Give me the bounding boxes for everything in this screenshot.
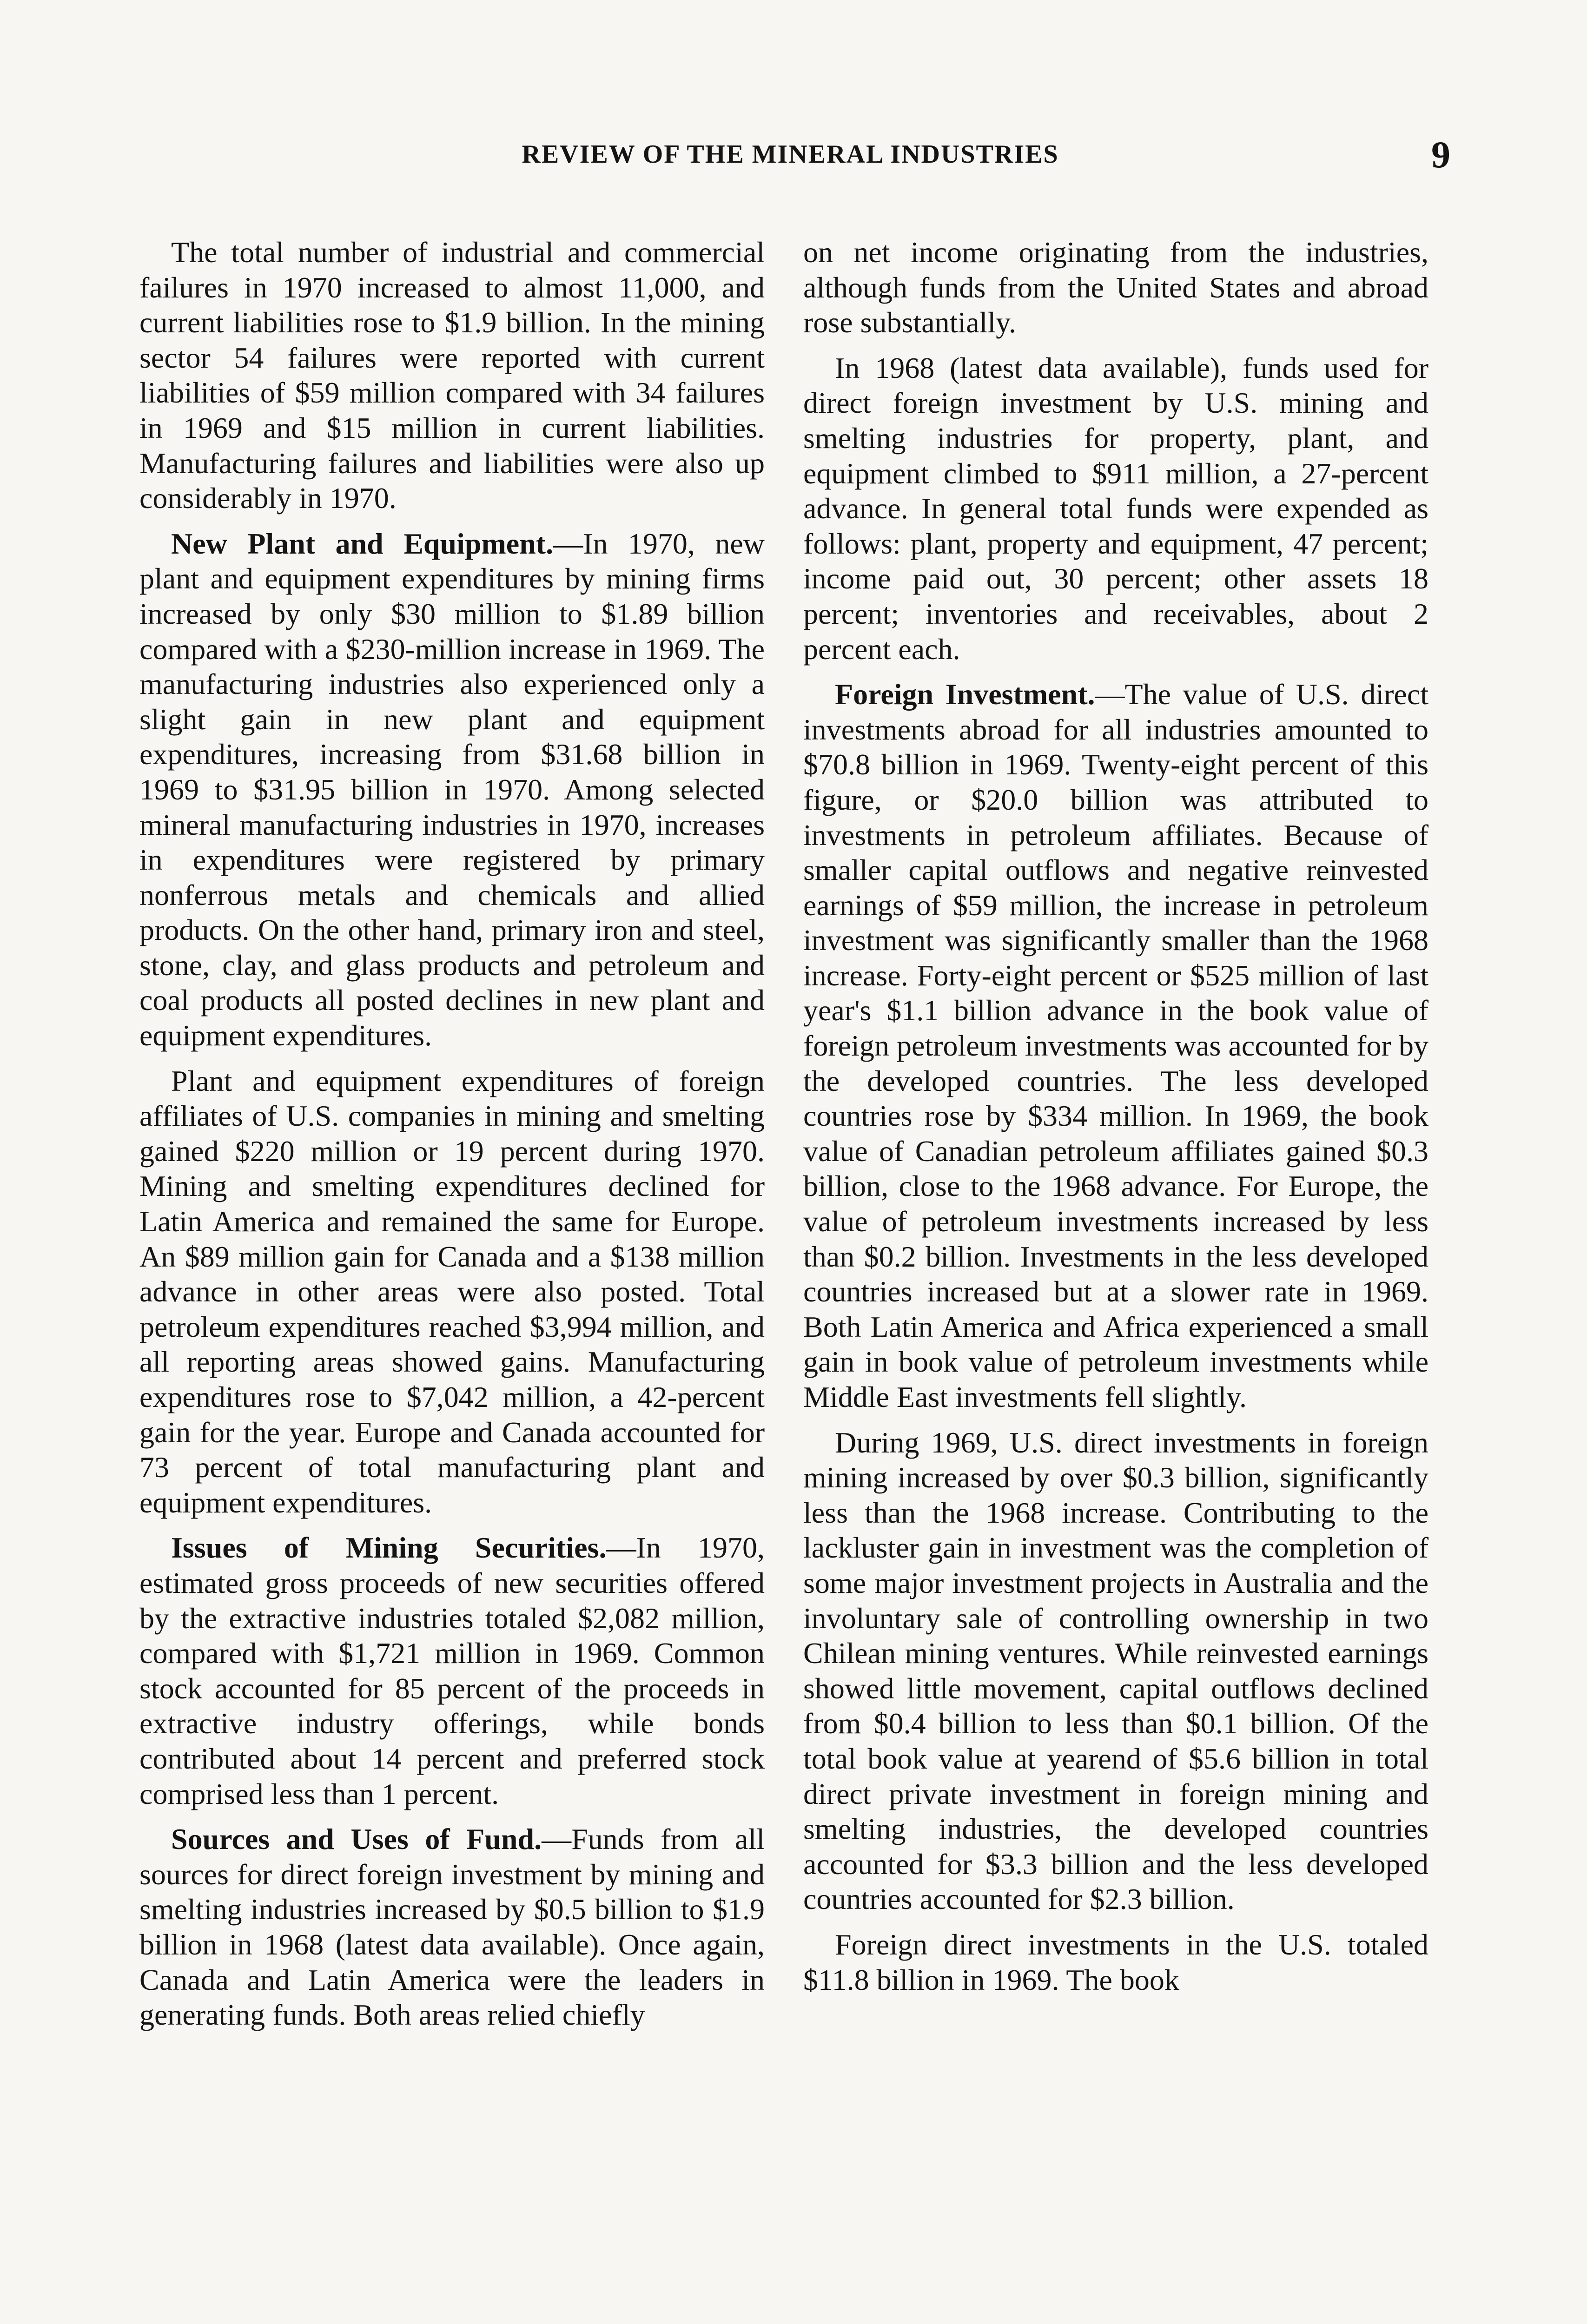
page-number: 9	[1431, 133, 1450, 176]
paragraph-body: —In 1970, estimated gross proceeds of new securities offered by the extractive industries totaled $2,082 million, compared with $1,721 million in 1969. Common stock accounted for 85 percent of the proceeds in extractive industry offerings, while bonds contributed about 14 percent and preferred stock comprised less than 1 percent.	[139, 1531, 765, 1810]
run-in-heading: Sources and Uses of Fund.	[171, 1822, 542, 1856]
paragraph-sources-uses	[139, 1822, 765, 2033]
run-in-heading: New Plant and Equipment.	[171, 527, 554, 560]
right-column	[803, 235, 1428, 2007]
paragraph-body: —In 1970, new plant and equipment expenditures by mining firms increased by only $30 million to $1.89 billion compared with a $230-million increase in 1969. The manufacturing industries also experienced only a slight gain in new plant and equipment expenditures, increasing from $31.68 billion in 1969 to $31.95 billion in 1970. Among selected mineral manufacturing industries in 1970, increases in expenditures were registered by primary nonferrous metals and chemicals and allied products. On the other hand, primary iron and steel, stone, clay, and glass products and petroleum and coal products all posted declines in new plant and equipment expenditures.	[139, 527, 765, 1052]
paragraph-foreign-affiliates: Plant and equipment expenditures of foreign affiliates of U.S. companies in mining and smelting gained $220 million or 19 percent during 1970. Mining and smelting expenditures declined for Latin America and remained the same for Europe. An $89 million gain for Canada and a $138 million advance in other areas were also posted. Total petroleum expenditures reached $3,994 million, and all reporting areas showed gains. Manufacturing expenditures rose to $7,042 million, a 42-percent gain for the year. Europe and Canada accounted for 73 percent of total manufacturing plant and equipment expenditures.	[139, 1064, 765, 1519]
run-in-heading: Foreign Investment.	[835, 678, 1095, 711]
paragraph-us-investments: Foreign direct investments in the U.S. totaled $11.8 billion in 1969. The book	[803, 1928, 1428, 1996]
paragraph-body: —The value of U.S. direct investments abroad for all industries amounted to $70.8 billion in 1969. Twenty-eight percent of this figure, or $20.0 billion was attributed to investments in petroleum affiliates. Because of smaller capital outflows and negative reinvested earnings of $59 million, the increase in petroleum investment was significantly smaller than the 1968 increase. Forty-eight percent or $525 million of last year's $1.1 billion advance in the book value of foreign petroleum investments was accounted for by the developed countries. The less developed countries rose by $334 million. In 1969, the book value of Canadian petroleum affiliates gained $0.3 billion, close to the 1968 advance. For Europe, the value of petroleum investments increased by less than $0.2 billion. Investments in the less developed countries increased but at a slower rate in 1969. Both Latin America and Africa experienced a small gain in book value of petroleum investments while Middle East investments fell slightly.	[803, 678, 1429, 1413]
paragraph-funds-used: In 1968 (latest data available), funds used for direct foreign investment by U.S. mining and smelting industries for property, plant, and equipment climbed to $911 million, a 27-percent advance. In general total funds were expended as follows: plant, property and equipment, 47 percent; income paid out, 30 percent; other assets 18 percent; inventories and receivables, about 2 percent each.	[803, 351, 1428, 666]
paragraph-foreign-investment	[803, 677, 1428, 1414]
running-title: REVIEW OF THE MINERAL INDUSTRIES	[522, 140, 1059, 169]
paragraph-body: —Funds from all sources for direct foreign investment by mining and smelting industries increased by $0.5 billion to $1.9 billion in 1968 (latest data available). Once again, Canada and Latin America were the leaders in generating funds. Both areas relied chiefly	[139, 1822, 765, 2032]
paragraph-foreign-mining: During 1969, U.S. direct investments in foreign mining increased by over $0.3 billion, significantly less than the 1968 increase. Contributing to the lackluster gain in investment was the completion of some major investment projects in Australia and the involuntary sale of controlling ownership in two Chilean mining ventures. While reinvested earnings showed little movement, capital outflows declined from $0.4 billion to less than $0.1 billion. Of the total book value at yearend of $5.6 billion in total direct private investment in foreign mining and smelting industries, the developed countries accounted for $3.3 billion and the less developed countries accounted for $2.3 billion.	[803, 1426, 1428, 1916]
paragraph-business-failures: The total number of industrial and commercial failures in 1970 increased to almost 11,000, and current liabilities rose to $1.9 billion. In the mining sector 54 failures were reported with current liabilities of $59 million compared with 34 failures in 1969 and $15 million in current liabilities. Manufacturing failures and liabilities were also up considerably in 1970.	[139, 236, 765, 515]
running-head	[139, 133, 1450, 177]
paragraph-mining-securities	[139, 1530, 765, 1811]
left-column	[139, 235, 765, 2043]
paragraph-continuation: on net income originating from the industries, although funds from the United States and abroad rose substantially.	[803, 236, 1428, 339]
run-in-heading: Issues of Mining Securities.	[171, 1531, 607, 1565]
paragraph-new-plant-equipment	[139, 526, 765, 1053]
